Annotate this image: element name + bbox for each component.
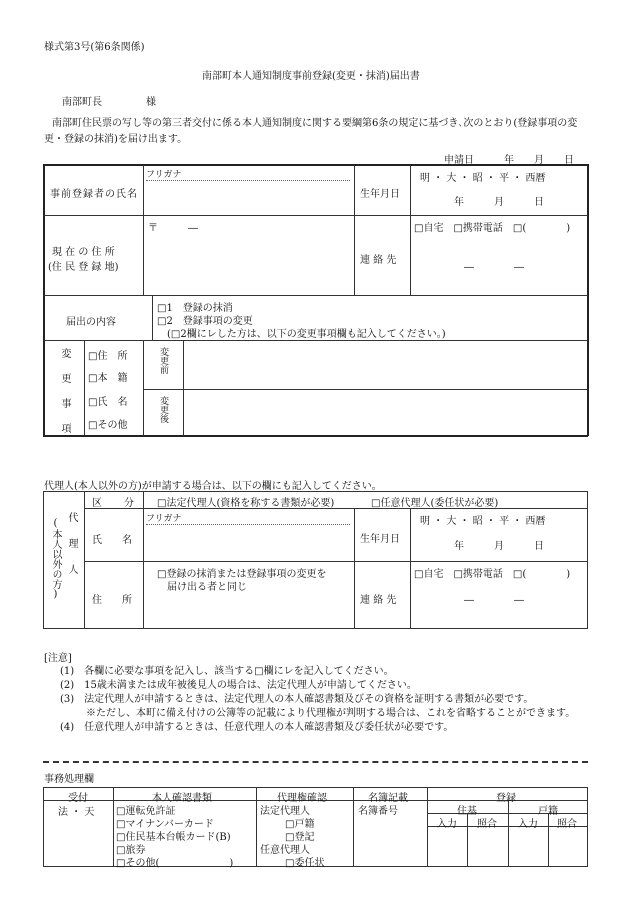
office-id-passport[interactable]: □旅券 bbox=[116, 845, 146, 856]
notice-option-delete[interactable]: □1 登録の抹消 bbox=[157, 303, 233, 314]
postal-code-field[interactable]: 〒 ― bbox=[148, 223, 198, 234]
contact-phone-field[interactable]: ― ― bbox=[464, 262, 524, 273]
agent-furigana-label: フリガナ bbox=[146, 514, 182, 524]
agent-address-same-checkbox[interactable]: □登録の抹消または登録事項の変更を bbox=[157, 569, 327, 580]
office-id-other[interactable]: □その他( ) bbox=[116, 858, 234, 869]
office-proxy-legal: 法定代理人 bbox=[260, 806, 310, 817]
note-1: (1) 各欄に必要な事項を記入し、該当する□欄にレを記入してください。 bbox=[60, 666, 394, 677]
registrant-name-field[interactable] bbox=[146, 183, 350, 211]
office-juki-check: 照合 bbox=[477, 819, 497, 830]
agent-birth-label: 生年月日 bbox=[360, 534, 400, 545]
notice-option-change[interactable]: □2 登録事項の変更 bbox=[157, 316, 253, 327]
contact-label: 連 絡 先 bbox=[360, 255, 397, 266]
office-koseki-check: 照合 bbox=[557, 819, 577, 830]
addressee: 南部町長 bbox=[62, 97, 102, 108]
agent-address-same-text: 届け出る者と同じ bbox=[167, 582, 247, 593]
agent-category-label: 区 分 bbox=[92, 498, 140, 509]
change-before-label: 変更前 bbox=[158, 347, 168, 374]
office-koseki-input: 入力 bbox=[518, 819, 538, 830]
office-id-license[interactable]: □運転免許証 bbox=[116, 806, 176, 817]
office-register-number[interactable]: 名簿番号 bbox=[358, 806, 398, 817]
agent-category-legal[interactable]: □法定代理人(資格を称する書類が必要) bbox=[157, 498, 335, 509]
registrant-name-label: 事前登録者の氏名 bbox=[50, 189, 138, 200]
change-after-label: 変更後 bbox=[158, 396, 168, 423]
agent-birth-era[interactable]: 明 ・ 大 ・ 昭 ・ 平 ・ 西暦 bbox=[420, 516, 546, 527]
registrant-birth-label: 生年月日 bbox=[360, 189, 400, 200]
office-col-register: 名簿記載 bbox=[368, 793, 408, 804]
office-heading: 事務処理欄 bbox=[44, 774, 94, 785]
office-col-id-docs: 本人確認書類 bbox=[152, 793, 212, 804]
contact-options[interactable]: □自宅 □携帯電話 □( ) bbox=[414, 223, 571, 234]
agent-contact-options[interactable]: □自宅 □携帯電話 □( ) bbox=[414, 569, 571, 580]
change-after-field[interactable] bbox=[186, 392, 584, 432]
notice-option-note: (□2欄にレした方は、以下の変更事項欄も記入してください。) bbox=[167, 329, 446, 340]
agent-name-label: 氏 名 bbox=[92, 535, 132, 546]
office-col-proxy: 代理権確認 bbox=[277, 793, 327, 804]
intro-text-2: 更・登録の抹消)を届け出ます。 bbox=[44, 134, 188, 145]
notice-content-label: 届出の内容 bbox=[66, 317, 116, 328]
addressee-sama: 様 bbox=[146, 97, 156, 108]
application-date[interactable]: 申請日 年 月 日 bbox=[444, 155, 574, 166]
agent-side-label: 代理人 bbox=[66, 512, 77, 590]
agent-side-sublabel: (本人以外の方) bbox=[50, 518, 61, 600]
office-koseki: 戸籍 bbox=[538, 806, 558, 817]
office-id-mynumber[interactable]: □マイナンバーカード bbox=[116, 819, 214, 830]
address-label: 現 在 の 住 所 bbox=[52, 247, 115, 258]
registrant-furigana-label: フリガナ bbox=[146, 170, 182, 180]
change-item-domicile[interactable]: □本 籍 bbox=[88, 373, 128, 384]
change-item-other[interactable]: □その他 bbox=[88, 420, 128, 431]
agent-address-label: 住 所 bbox=[92, 595, 132, 606]
change-item-name[interactable]: □氏 名 bbox=[88, 397, 128, 408]
registrant-birth-era[interactable]: 明 ・ 大 ・ 昭 ・ 平 ・ 西暦 bbox=[420, 173, 546, 184]
note-2: (2) 15歳未満または成年被後見人の場合は、法定代理人が申請してください。 bbox=[60, 680, 417, 691]
change-items-label: 変更事項 bbox=[59, 348, 70, 448]
agent-phone-field[interactable]: ― ― bbox=[464, 595, 524, 606]
cut-line bbox=[43, 761, 588, 763]
change-before-field[interactable] bbox=[186, 344, 584, 386]
change-item-address[interactable]: □住 所 bbox=[88, 351, 128, 362]
office-juki: 住基 bbox=[457, 806, 477, 817]
office-col-entry: 登録 bbox=[496, 793, 516, 804]
notes-heading: [注意] bbox=[44, 653, 72, 664]
office-proxy-voluntary: 任意代理人 bbox=[260, 845, 310, 856]
note-3: (3) 法定代理人が申請するときは、法定代理人の本人確認書類及びその資格を証明する書類が必要です。 bbox=[60, 694, 534, 705]
note-3-supplement: ※ただし、本町に備え付けの公簿等の記載により代理権が判明する場合は、これを省略することができます。 bbox=[86, 708, 576, 719]
office-col-receipt: 受付 bbox=[68, 793, 88, 804]
form-number: 様式第3号(第6条関係) bbox=[44, 42, 145, 53]
form-title: 南部町本人通知制度事前登録(変更・抹消)届出書 bbox=[202, 71, 420, 82]
address-sublabel: (住 民 登 録 地) bbox=[48, 262, 119, 273]
note-4: (4) 任意代理人が申請するときは、任意代理人の本人確認書類及び委任状が必要です。 bbox=[60, 722, 454, 733]
office-proxy-letter[interactable]: □委任状 bbox=[285, 858, 325, 869]
agent-intro: 代理人(本人以外の方)が申請する場合は、以下の欄にも記入してください。 bbox=[44, 481, 382, 492]
registrant-birth-date[interactable]: 年 月 日 bbox=[454, 197, 544, 208]
agent-birth-date[interactable]: 年 月 日 bbox=[454, 541, 544, 552]
agent-name-field[interactable] bbox=[146, 527, 350, 557]
agent-category-voluntary[interactable]: □任意代理人(委任状が必要) bbox=[371, 498, 499, 509]
office-juki-input: 入力 bbox=[437, 819, 457, 830]
office-receipt-value[interactable]: 法 ・ 天 bbox=[58, 807, 95, 818]
office-id-juki-card[interactable]: □住民基本台帳カード(B) bbox=[116, 832, 231, 843]
office-proxy-registry[interactable]: □登記 bbox=[285, 832, 315, 843]
agent-contact-label: 連 絡 先 bbox=[360, 595, 397, 606]
office-proxy-family[interactable]: □戸籍 bbox=[285, 819, 315, 830]
intro-text-1: 南部町住民票の写し等の第三者交付に係る本人通知制度に関する要綱第6条の規定に基づき､次のとおり(登録事項の変 bbox=[52, 118, 578, 129]
